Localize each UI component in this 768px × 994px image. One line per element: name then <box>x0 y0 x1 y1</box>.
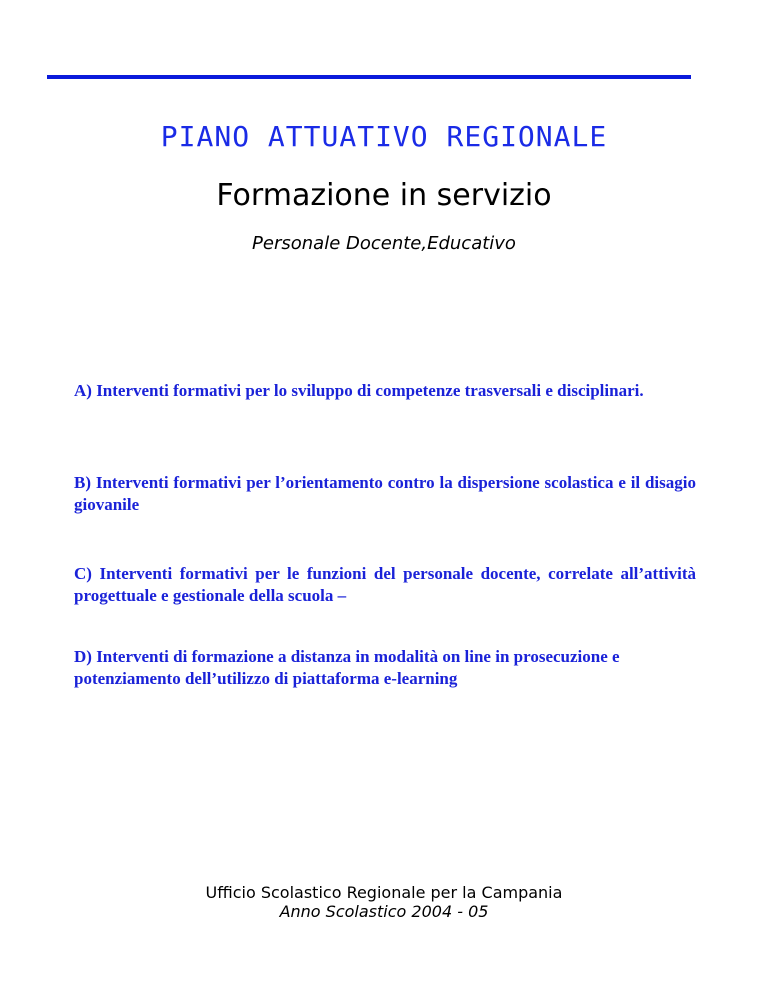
document-subtitle: Formazione in servizio <box>216 178 552 213</box>
section-a: A) Interventi formativi per lo sviluppo di competenze trasversali e disciplinari. <box>74 381 644 400</box>
section-c: C) Interventi formativi per le funzioni del personale docente, correlate all’attività progettuale e gestionale della scuola – <box>74 564 696 605</box>
document-title: PIANO ATTUATIVO REGIONALE <box>160 120 608 153</box>
issuing-office: Ufficio Scolastico Regionale per la Campania <box>205 883 563 902</box>
header-rule <box>47 75 691 79</box>
section-b: B) Interventi formativi per l’orientamento contro la dispersione scolastica e il disagio giovanile <box>74 473 696 514</box>
section-d: D) Interventi di formazione a distanza in modalità on line in prosecuzione e potenziamento dell’utilizzo di piattaforma e-learning <box>74 647 620 688</box>
school-year: Anno Scolastico 2004 - 05 <box>279 902 489 921</box>
target-audience: Personale Docente,Educativo <box>252 233 516 254</box>
